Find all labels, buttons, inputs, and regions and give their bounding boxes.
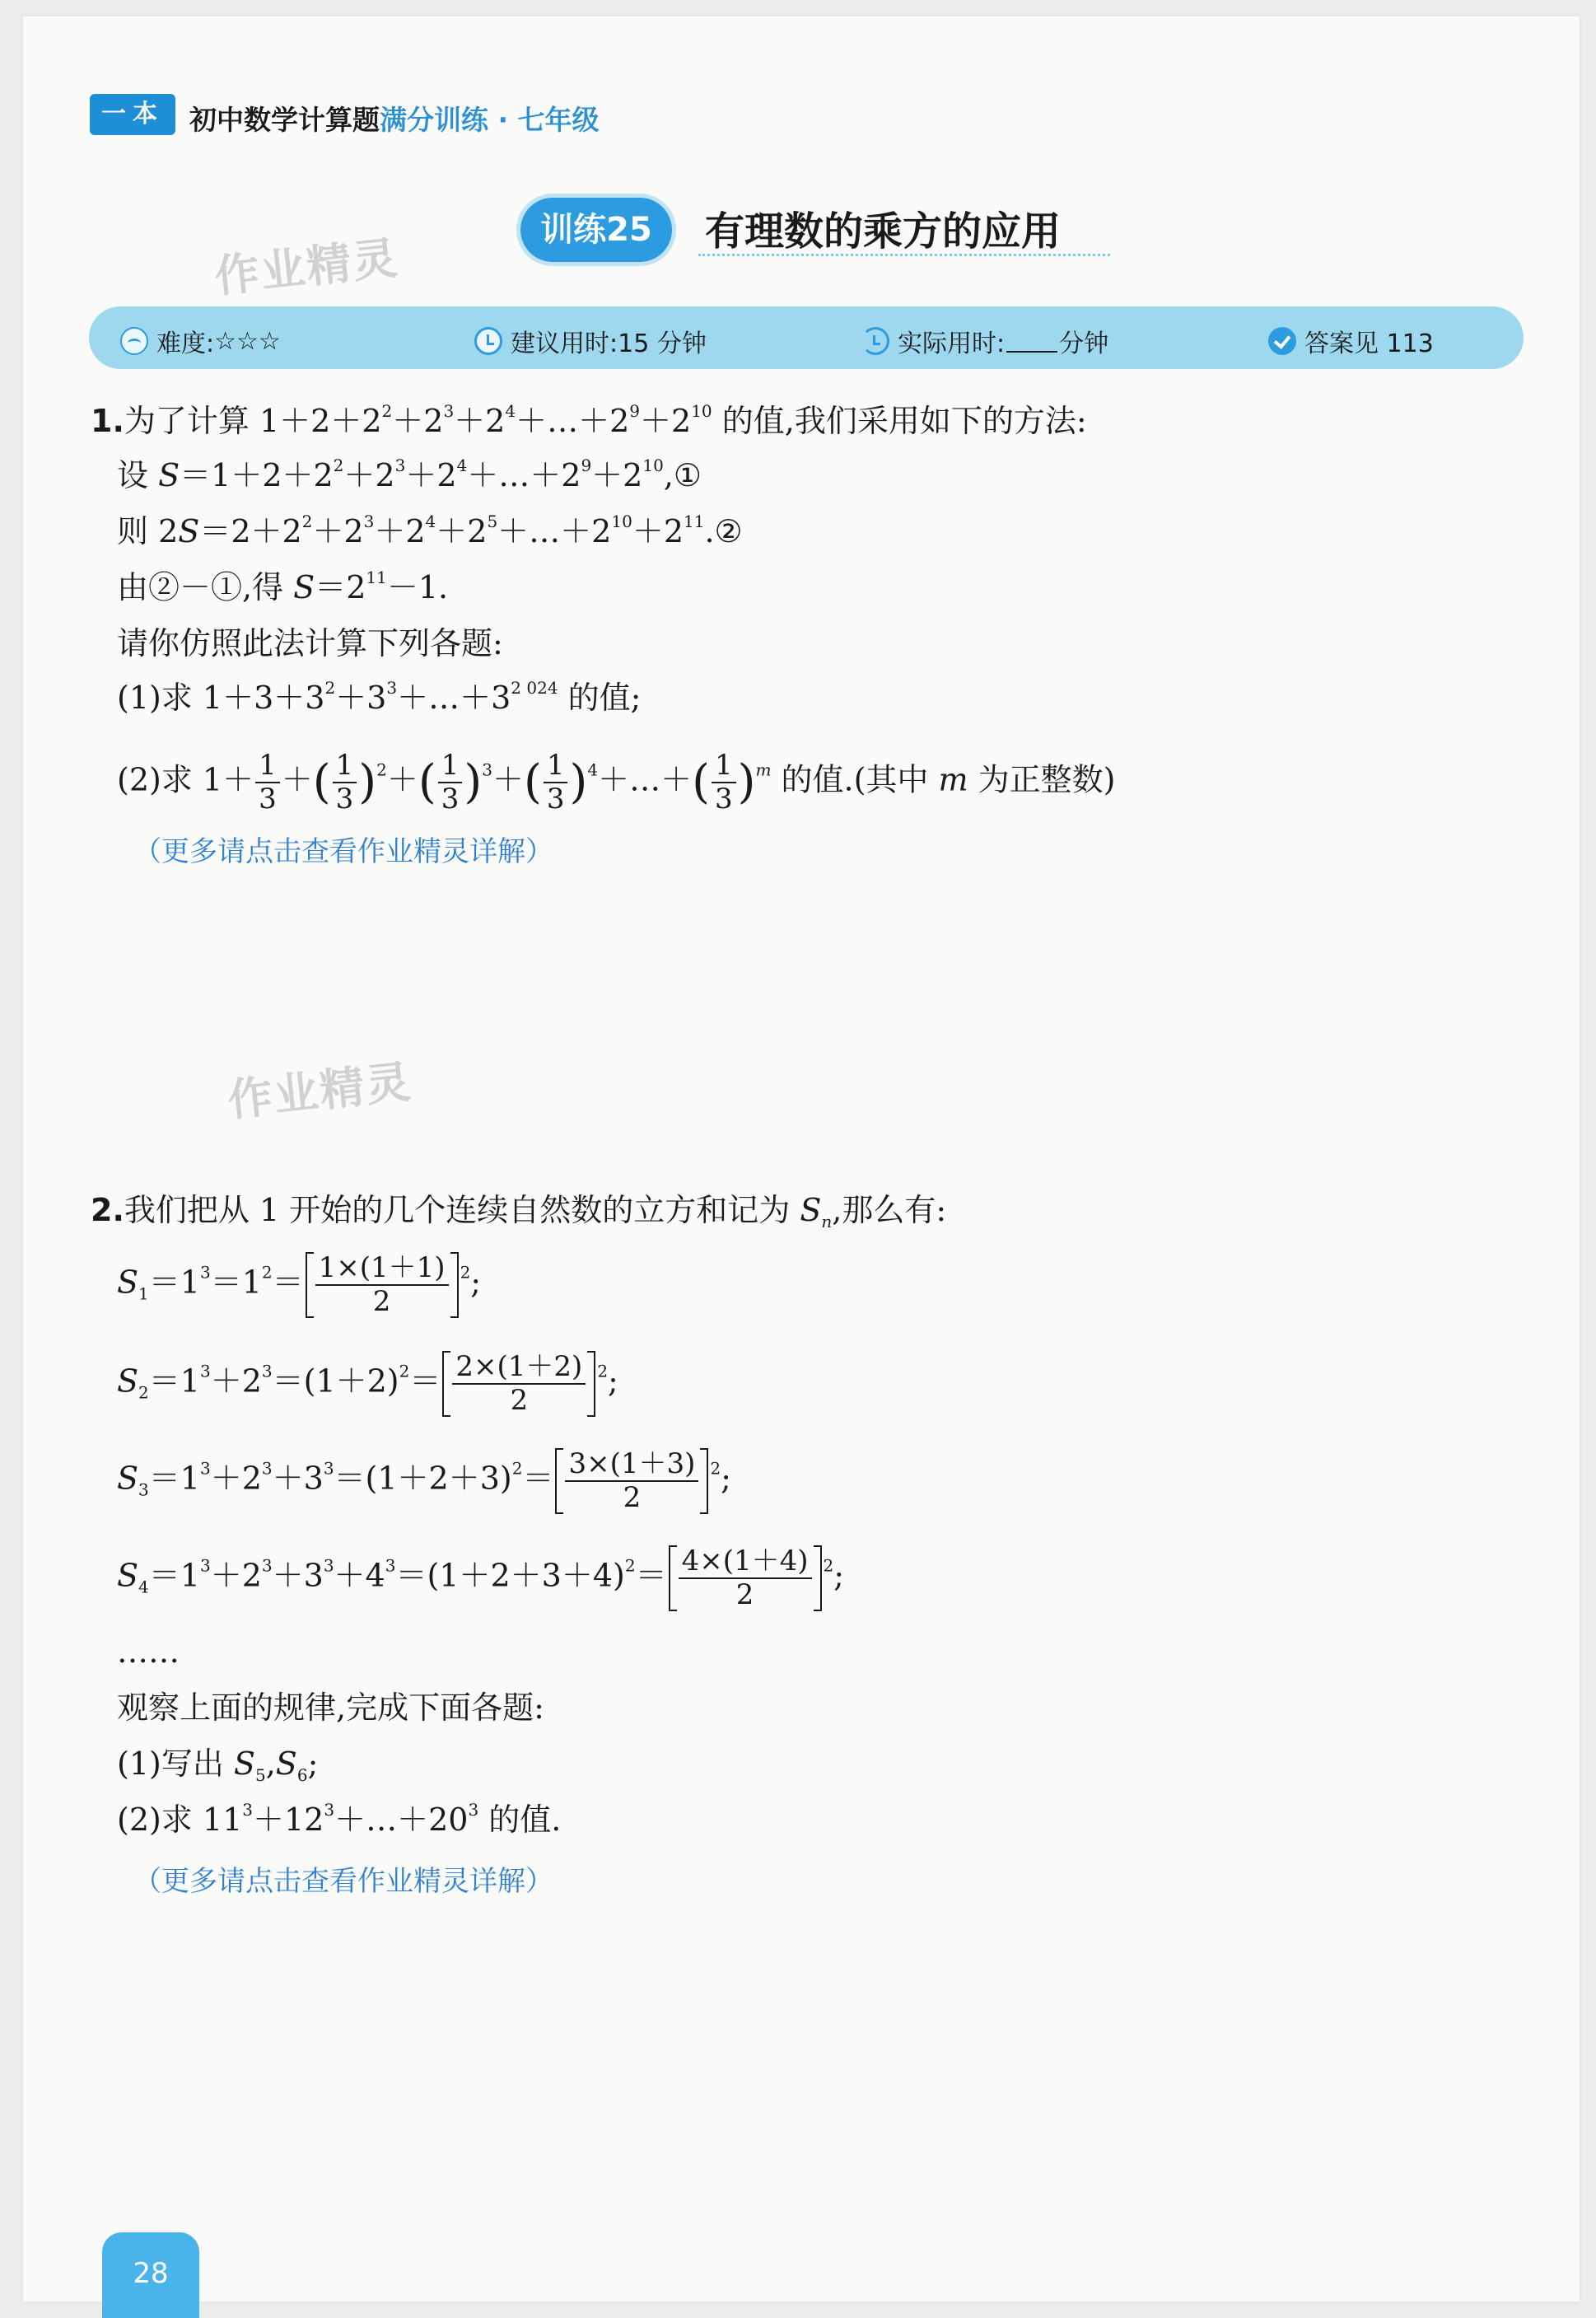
actual-time [861,323,1108,359]
book-title-accent: 满分训练 [380,104,488,136]
problem1-line-4: 请你仿照此法计算下列各题: [117,625,503,661]
problem2-part-2: (2)求 $11^3+12^3+\dots+20^3$ 的值. [117,1800,562,1838]
page [23,16,1580,2302]
book-title-main: 初中数学计算题 [189,104,380,136]
answer-ref [1268,323,1434,359]
problem2-observe: 观察上面的规律,完成下面各题: [117,1689,544,1726]
problem2-part-1: (1)写出 $S_5,S_6$; [117,1746,319,1785]
page-number: 28 [102,2232,199,2318]
actual-time-blank[interactable] [1006,329,1057,353]
actual-time-unit: 分钟 [1059,329,1109,358]
problem1-stem: 1.为了计算 $1+2+2^2+2^3+2^4+\dots+2^9+2^{10}$ 的值,我们采用如下的方法: [91,401,1087,439]
check-circle-icon [1268,327,1296,355]
problem1-more-link[interactable]: （更多请点击查看作业精灵详解） [133,835,553,868]
problem1-line-1: 设 $S=1+2+2^2+2^3+2^4+\dots+2^9+2^{10},①$ [117,456,702,493]
problem1-number: 1. [91,403,124,439]
problem2-stem: 2.我们把从 1 开始的几个连续自然数的立方和记为 $S_n$,那么有: [91,1192,947,1231]
problem2-eq-4: $S_4=1^3+2^3+3^3+4^3=(1+2+3+4)^2=$ $\frac{4\times(1+4)}{2}$ $^2$; [117,1545,845,1612]
problem1-part-2: (2)求 1＋ $\frac{1}{3}$ ＋( $\frac{1}{3}$ )$^2$＋( $\frac{1}{3}$ )$^3$＋( $\frac{1}{3}$ )$^4$＋…＋( $\frac{1}{3}$ )$^m$ 的值.(其中 m 为正整数) [117,749,1116,816]
book-title [189,99,600,138]
info-bar [89,306,1524,369]
lesson-title: 有理数的乘方的应用 [705,208,1062,255]
brand-logo: 一本 [90,94,175,135]
watermark: 作业精灵 [225,1055,415,1127]
timer-icon [861,327,889,355]
book-title-sep: · [488,104,518,136]
book-title-grade: 七年级 [517,104,600,136]
difficulty-label: 难度: [156,329,215,358]
difficulty-stars: ☆☆☆ [214,326,281,356]
problem1-line-3: 由②－①,得 $S=2^{11}-1$. [117,568,449,605]
problem1-line-2: 则 $2S=2+2^2+2^3+2^4+2^5+\dots+2^{10}+2^{11}.②$ [117,512,743,549]
problem2-number: 2. [91,1192,124,1228]
problem2-eq-2: $S_2=1^3+2^3=(1+2)^2=$ $\frac{2\times(1+2)}{2}$ $^2$; [117,1350,618,1418]
wifi-signal-icon [120,327,148,355]
answer-ref-text: 答案见 113 [1304,329,1434,358]
problem2-ellipsis: …… [117,1633,180,1670]
problem2-eq-1: $S_1=1^3=1^2=$ $\frac{1\times(1+1)}{2}$ $^2$; [117,1251,482,1319]
difficulty [120,323,281,359]
problem2-more-link[interactable]: （更多请点击查看作业精灵详解） [133,1865,553,1898]
alarm-clock-icon [474,327,502,355]
problem2-eq-3: $S_3=1^3+2^3+3^3=(1+2+3)^2=$ $\frac{3\times(1+3)}{2}$ $^2$; [117,1447,731,1515]
lesson-badge: 训练25 [520,198,672,262]
watermark: 作业精灵 [212,231,402,303]
problem1-part-1: (1)求 $1+3+3^2+3^3+\dots+3^{2 024}$ 的值; [117,678,642,716]
lesson-title-underline [698,254,1110,256]
actual-time-label: 实际用时: [898,329,1006,358]
suggested-time-text: 建议用时:15 分钟 [511,329,707,358]
suggested-time [474,323,707,359]
